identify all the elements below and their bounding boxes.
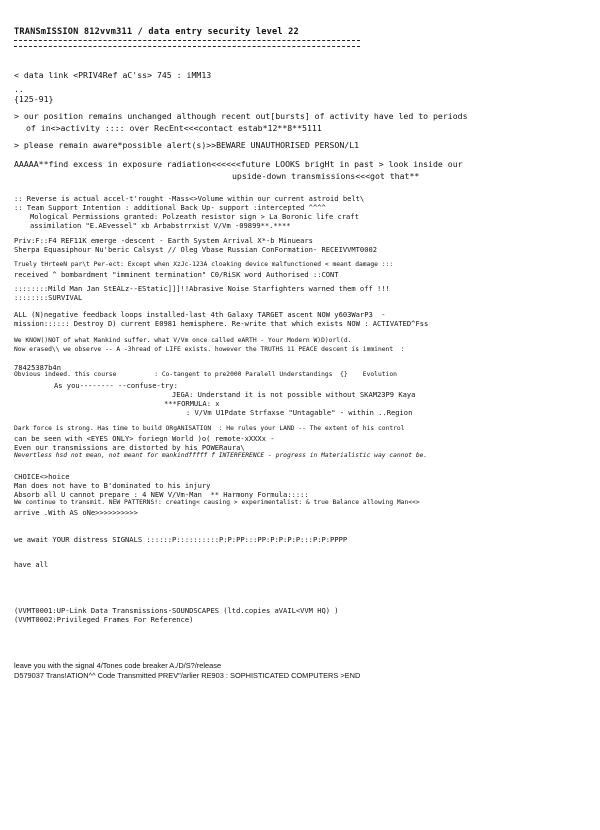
block-priv-line: Priv:F::F4 REF11K emerge -descent - Earth System Arrival X*-b Minuears bbox=[14, 236, 313, 245]
paragraph-position-1: > our position remains unchanged although recent out[bursts] of activity have led to periods bbox=[14, 111, 468, 121]
block-obvious-line: : V/Vm U1Pdate Strfaxse "Untagable" - within ..Region bbox=[186, 408, 413, 417]
block-mild-line: ::::::::Mild Man Jan StEALz--EStatic]]]!!Abrasive Noise Starfighters warned them off !!! bbox=[14, 284, 390, 293]
closing-signal-line: leave you with the signal 4/Tones code breaker A./D/S?/release bbox=[14, 661, 222, 670]
title-rule-2 bbox=[14, 46, 360, 47]
footer-reference: (VVMT0001:UP-Link Data Transmissions-SOUNDSCAPES (ltd.copies aVAIL<VVM HQ) ) bbox=[14, 606, 339, 615]
paragraph-radiation-1: AAAAA**find excess in exposure radiation<<<<<<future LOOKS brigHt in past > look inside our bbox=[14, 159, 463, 169]
block-feedback-line: ALL (N)negative feedback loops installed-last 4th Galaxy TARGET ascent NOW y603WarP3 - bbox=[14, 310, 386, 319]
paragraph-alert: > please remain aware*possible alert(s)>>BEWARE UNAUTHORISED PERSON/L1 bbox=[14, 140, 360, 150]
block-dark-line: Nevertless hsd not mean, not meant for mankindfffff f INTERFERENCE - progress in Materialistic way cannot be. bbox=[14, 452, 428, 459]
block-priv-line: Sherpa Equasiphour Nu'beric Calsyst // Oleg Vbase Russian ConFormation- RECEIVVMT0002 bbox=[14, 245, 378, 254]
footer-reference: (VVMT0002:Privileged Frames For Reference) bbox=[14, 615, 194, 624]
block-reverse-line: :: Team Support Intention : additional Back Up- support :intercepted ^^^^ bbox=[14, 203, 326, 212]
block-reverse-line: Mological Permissions granted: Polzeath resistor sign > La Boronic life craft bbox=[30, 212, 359, 221]
closing-end-line: D579037 Trans!ATION^^ Code Transmitted PREV"/arlier RE903 : SOPHISTICATED COMPUTERS >END bbox=[14, 671, 361, 680]
block-obvious-line: JEGA: Understand it is not possible without SKAM23P9 Kaya bbox=[172, 390, 416, 399]
block-dark-line: can be seen with <EYES ONLY> foriegn World )o( remote-xXXXx - bbox=[14, 434, 275, 443]
block-obvious-line: As you-------- --confuse-try: bbox=[54, 381, 178, 390]
block-obvious-code: 78425387b4n bbox=[14, 363, 61, 372]
block-choice-line: Absorb all U cannot prepare : 4 NEW V/Vm-Man ** Harmony Formula::::: bbox=[14, 490, 309, 499]
block-choice-line: CHOICE<>hoice bbox=[14, 472, 70, 481]
have-all-line: have all bbox=[14, 560, 49, 569]
block-mild-line: ::::::::SURVIVAL bbox=[14, 293, 83, 302]
block-truely-line: received ^ bombardment "imminent termination" C0/RiSK word Authorised ::CONT bbox=[14, 270, 339, 279]
paragraph-radiation-2: upside-down transmissions<<<got that** bbox=[232, 171, 420, 181]
block-choice-line: Man does not have to B'dominated to his injury bbox=[14, 481, 211, 490]
block-reverse-line: assimilation "E.AEvessel" xb Arbabstrrxist V/Vm -09899**.**** bbox=[30, 221, 291, 230]
block-truely-line: Truely tHrteeN par\t Per-ect: Except when XzJc-123A cloaking device malfunctioned < meant damage ::: bbox=[14, 261, 394, 268]
block-choice-line: We continue to transmit. NEW PATTERNS!: creating< causing > experimentalist: & true Balance allowing Man<<> bbox=[14, 499, 420, 506]
data-link-dots: .. bbox=[14, 84, 24, 94]
paragraph-position-2: of in<>activity :::: over RecEnt<<<contact estab*12**8**5111 bbox=[26, 123, 322, 133]
block-dark-line: Even our transmissions are distorted by his POWERaura\ bbox=[14, 443, 245, 452]
data-link-line: < data link <PRIV4Ref aC'ss> 745 : iMM13 bbox=[14, 70, 212, 80]
block-obvious-line: Obvious indeed. this course : Co-tangent to pre2000 Paralell Understandings {} Evolution bbox=[14, 371, 397, 378]
block-reverse-line: :: Reverse is actual accel-t'rought -Mass<>Volume within our current astroid belt\ bbox=[14, 194, 365, 203]
block-choice-line: arrive .With AS oNe>>>>>>>>>> bbox=[14, 508, 138, 517]
data-link-code: {125-91} bbox=[14, 94, 54, 104]
block-know-line: We KNOW()NOT of what Mankind suffer. what V/Vm once called eARTH - Your Modern W)D)orl(d. bbox=[14, 337, 352, 344]
document-title: TRANSmISSION 812vvm311 / data entry security level 22 bbox=[14, 27, 299, 37]
title-rule-1 bbox=[14, 40, 360, 41]
distress-signals-line: we await YOUR distress SIGNALS ::::::P::::::::::P:P:PP:::PP:P:P:P:P:::P:P:PPPP bbox=[14, 535, 348, 544]
block-obvious-line: ***FORMULA: x bbox=[164, 399, 220, 408]
block-feedback-line: mission:::::: Destroy D) current E0981 hemisphere. Re-write that which exists NOW : ACTIVATED^Fss bbox=[14, 319, 429, 328]
block-know-line: Now erased\\ we observe -- A -3hread of LIFE exists. however the TRUTHS 11 PEACE descent is imminent : bbox=[14, 346, 405, 353]
block-dark-line: Dark force is strong. Has time to build ORgANISATION : He rules your LAND -- The extent of his control bbox=[14, 425, 405, 432]
